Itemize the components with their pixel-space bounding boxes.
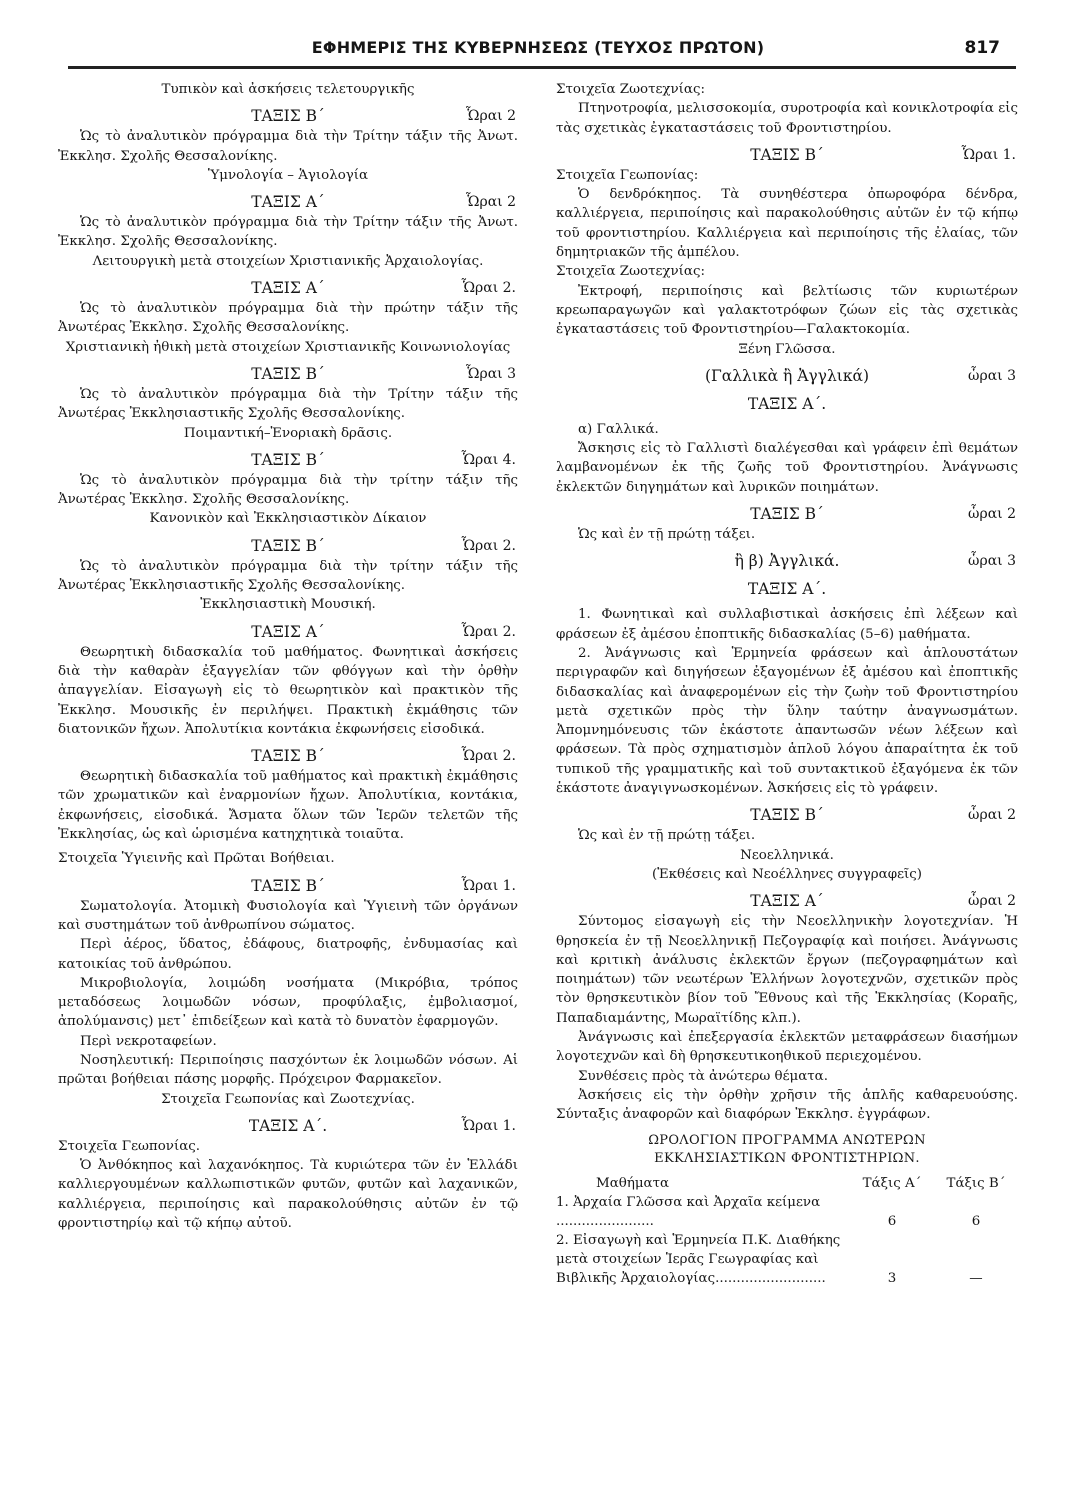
subject-heading: (Ἐκθέσεις καὶ Νεοέλληνες συγγραφεῖς) bbox=[652, 866, 922, 882]
subject-heading: Λειτουργικὴ μετὰ στοιχείων Χριστιανικῆς Ἀρχαιολογίας. bbox=[92, 253, 484, 269]
schedule-table bbox=[556, 1174, 1018, 1288]
page-header bbox=[60, 28, 1016, 68]
subject-heading: Ξένη Γλῶσσα. bbox=[738, 341, 836, 357]
subject-heading: Χριστιανικὴ ἠθικὴ μετὰ στοιχείων Χριστιανικῆς Κοινωνιολογίας bbox=[65, 339, 511, 355]
hours-label: ὧραι 2 bbox=[968, 807, 1016, 824]
hours-label: ὧραι 3 bbox=[968, 553, 1016, 570]
table-cell: 3 bbox=[887, 1271, 897, 1287]
table-cell: 6 bbox=[971, 1214, 981, 1230]
hours-label: Ὧραι 2. bbox=[461, 537, 516, 554]
hours-label: Ὧραι 1. bbox=[961, 146, 1016, 163]
hours-label: Ὧραι 2 bbox=[465, 108, 516, 125]
paragraph: Ὡς τὸ ἀναλυτικὸν πρόγραμμα διὰ τὴν τρίτην τάξιν τῆς Ἀνωτέρας Ἐκκλησ. Σχολῆς Θεσσαλονίκης. bbox=[58, 472, 518, 508]
right-column bbox=[556, 80, 1018, 1288]
subject-heading: Τυπικὸν καὶ ἀσκήσεις τελετουργικῆς bbox=[161, 82, 415, 97]
table-cell: 2. Εἰσαγωγὴ καὶ Ἑρμηνεία Π.Κ. Διαθήκης μετὰ στοιχείων Ἱερᾶς Γεωγραφίας καὶ Βιβλικῆς Ἀρχαιολογίας.......................... bbox=[556, 1233, 841, 1287]
paragraph: Σωματολογία. Ἀτομικὴ Φυσιολογία καὶ Ὑγιεινὴ τῶν ὀργάνων καὶ συστημάτων τοῦ ἀνθρωπίνου σώματος. bbox=[58, 898, 518, 933]
paragraph: Ἄσκησις εἰς τὸ Γαλλιστὶ διαλέγεσθαι καὶ γράφειν ἐπὶ θεμάτων λαμβανομένων ἐκ τῆς ζωῆς τοῦ Φροντιστηρίου. Ἀνάγνωσις ἐκλεκτῶν διηγημάτων καὶ λυρικῶν ποιημάτων. bbox=[556, 441, 1018, 495]
subject-heading: Στοιχεῖα Ζωοτεχνίας: bbox=[556, 82, 705, 97]
gazette-title: ΕΦΗΜΕΡΙΣ ΤΗΣ ΚΥΒΕΡΝΗΣΕΩΣ (ΤΕΥΧΟΣ ΠΡΩΤΟΝ) bbox=[311, 38, 765, 57]
class-heading: ΤΑΞΙΣ Β΄ Ὧραι 2. bbox=[251, 747, 516, 766]
subject-heading: Ποιμαντική–Ἐνοριακὴ δρᾶσις. bbox=[183, 425, 393, 441]
class-heading: ΤΑΞΙΣ Β΄ ὧραι 2 bbox=[750, 806, 1016, 825]
paragraph: Θεωρητικὴ διδασκαλία τοῦ μαθήματος. Φωνητικαὶ ἀσκήσεις διὰ τὴν καθαρὰν ἐξαγγελίαν τῶν φθόγγων καὶ τὴν ὀρθὴν ἀπαγγελίαν. Εἰσαγωγὴ εἰς τὸ θεωρητικὸν καὶ πρακτικὸν τῆς Ἐκκλησ. Μουσικῆς ἐν περιλήψει. Πρακτικὴ ἐκμάθησις τῶν διατονικῶν ἤχων. Ἀπολυτίκια κοντάκια ἐκφωνήσεις εἰσοδικά. bbox=[58, 644, 518, 737]
table-cell: — bbox=[969, 1271, 983, 1287]
subject-heading: α) Γαλλικά. bbox=[578, 421, 659, 437]
paragraph: Σύντομος εἰσαγωγὴ εἰς τὴν Νεοελληνικὴν λογοτεχνίαν. Ἡ θρησκεία ἐν τῇ Νεοελληνικῇ Πεζογραφίᾳ καὶ ποιήσει. Ἀνάγνωσις καὶ κριτικὴ ἀνάλυσις ἐκλεκτῶν ἔργων (πεζογραφημάτων καὶ ποιημάτων) τῶν νεωτέρων Ἑλλήνων λογοτεχνῶν, σχετικῶν πρὸς τὸν θρησκευτικὸν βίον τοῦ Ἔθνους καὶ τῆς Ἐκκλησίας (Κοραῆς, Παπαδιαμάντης, Μωραϊτίδης κλπ.). bbox=[556, 914, 1018, 1026]
paragraph: Ὡς καὶ ἐν τῇ πρώτῃ τάξει. bbox=[578, 828, 756, 844]
paragraph: Ὡς τὸ ἀναλυτικὸν πρόγραμμα διὰ τὴν τρίτην τάξιν τῆς Ἀνωτέρας Ἐκκλησιαστικῆς Σχολῆς Θεσσαλονίκης. bbox=[58, 558, 518, 594]
table-header-row bbox=[556, 1174, 1018, 1193]
class-heading: ΤΑΞΙΣ Β΄ Ὧραι 2 bbox=[251, 107, 516, 126]
paragraph: Ὡς τὸ ἀναλυτικὸν πρόγραμμα διὰ τὴν Τρίτην τάξιν τῆς Ἀνωτέρας Ἐκκλησιαστικῆς Σχολῆς Θεσσαλονίκης. bbox=[58, 386, 518, 422]
class-heading: ἢ β) Ἀγγλικά. ὧραι 3 bbox=[734, 552, 1016, 571]
paragraph: Ἀνάγνωσις καὶ ἐπεξεργασία ἐκλεκτῶν μεταφράσεων διασήμων λογοτεχνῶν καὶ δὴ θρησκευτικοηθικοῦ περιεχομένου. bbox=[556, 1029, 1018, 1065]
column-header: Τάξις Β΄ bbox=[946, 1176, 1006, 1192]
subject-heading: Στοιχεῖα Γεωπονίας καὶ Ζωοτεχνίας. bbox=[161, 1091, 415, 1107]
class-heading: ΤΑΞΙΣ Β΄ ὧραι 2 bbox=[750, 505, 1016, 524]
column-header: Μαθήματα bbox=[596, 1176, 670, 1192]
paragraph: 2. Ἀνάγνωσις καὶ Ἑρμηνεία φράσεων καὶ ἁπλουστάτων περιγραφῶν καὶ διηγήσεων ἐξαγομένων ἐξ ἀμέσου καὶ ἐποπτικῆς διδασκαλίας καὶ ἀναφερομένων εἰς τὴν ζωὴν τοῦ Φροντιστηρίου μετὰ σχετικῶν πρὸς τὴν ὕλην ταύτην ἀναγνωσμάτων. Ἀπομνημόνευσις τῶν ἑκάστοτε ἀπαντωσῶν νέων λέξεων καὶ φράσεων. Τὰ πρὸς σχηματισμὸν ἁπλοῦ λόγου ἀπαραίτητα ἐκ τοῦ τυπικοῦ τῆς γραμματικῆς καὶ τοῦ συντακτικοῦ ἐξαγόμενα ἐκ τῶν ἑκάστοτε ἀναγιγνωσκομένων. Ἀσκήσεις εἰς τὸ γράφειν. bbox=[556, 645, 1018, 797]
subject-heading: Στοιχεῖα Ὑγιεινῆς καὶ Πρῶται Βοήθειαι. bbox=[58, 851, 335, 867]
class-heading: ΤΑΞΙΣ Α΄. bbox=[747, 394, 827, 413]
hours-label: ὧραι 2 bbox=[968, 893, 1016, 910]
paragraph: Πτηνοτροφία, μελισσοκομία, συροτροφία καὶ κονικλοτροφία εἰς τὰς σχετικὰς ἐγκαταστάσεις τοῦ Φροντιστηρίου. bbox=[556, 101, 1018, 136]
paragraph: Ὡς καὶ ἐν τῇ πρώτῃ τάξει. bbox=[578, 527, 756, 543]
paragraph: Θεωρητικὴ διδασκαλία τοῦ μαθήματος καὶ πρακτικὴ ἐκμάθησις τῶν χρωματικῶν καὶ ἐναρμονίων ἤχων. Ἀπολυτίκια, κοντάκια, ἐκφωνήσεις, εἰσοδικά. Ἄσματα ὅλων τῶν Ἱερῶν τελετῶν τῆς Ἐκκλησίας, ὡς καὶ ὡρισμένα κατηχητικὰ τοιαῦτα. bbox=[58, 769, 518, 843]
schedule-title: ΩΡΟΛΟΓΙΟΝ ΠΡΟΓΡΑΜΜΑ ΑΝΩΤΕΡΩΝ ΕΚΚΛΗΣΙΑΣΤΙΚΩΝ ΦΡΟΝΤΙΣΤΗΡΙΩΝ. bbox=[648, 1133, 926, 1167]
subject-heading: Στοιχεῖα Γεωπονίας: bbox=[556, 167, 699, 183]
class-heading: ΤΑΞΙΣ Β΄ Ὧραι 1. bbox=[750, 145, 1016, 164]
table-row bbox=[556, 1231, 1018, 1288]
paragraph: Ὁ δενδρόκηπος. Τὰ συνηθέστερα ὀπωροφόρα δένδρα, καλλιέργεια, περιποίησις καὶ παρακολούθησις αὐτῶν ἐν τῷ κήπῳ τοῦ φροντιστηρίου. Καλλιέργεια καὶ περιποίησις τῆς ἐλαίας, τῶν δημητριακῶν τῆς ἀμπέλου. bbox=[556, 187, 1018, 261]
class-heading: ΤΑΞΙΣ Α΄ Ὧραι 2 bbox=[251, 193, 516, 212]
paragraph: Περὶ ἀέρος, ὕδατος, ἐδάφους, διατροφῆς, ἐνδυμασίας καὶ κατοικίας τοῦ ἀνθρώπου. bbox=[58, 937, 518, 972]
table-cell: 6 bbox=[887, 1214, 897, 1230]
paragraph: Ὡς τὸ ἀναλυτικὸν πρόγραμμα διὰ τὴν Τρίτην τάξιν τῆς Ἀνωτ. Ἐκκλησ. Σχολῆς Θεσσαλονίκης. bbox=[58, 215, 518, 250]
paragraph: Ὁ Ἀνθόκηπος καὶ λαχανόκηπος. Τὰ κυριώτερα τῶν ἐν Ἑλλάδι καλλιεργουμένων καλλωπιστικῶν φυτῶν, φυτῶν καὶ λαχανικῶν, καλλιέργεια, περιποίησις καὶ παρακολούθησις αὐτῶν ἐν τῷ φροντιστηρίῳ καὶ τῷ κήπῳ αὐτοῦ. bbox=[58, 1158, 518, 1232]
paragraph: Περὶ νεκροταφείων. bbox=[80, 1033, 217, 1049]
paragraph: Ὡς τὸ ἀναλυτικὸν πρόγραμμα διὰ τὴν Τρίτην τάξιν τῆς Ἀνωτ. Ἐκκλησ. Σχολῆς Θεσσαλονίκης. bbox=[58, 129, 518, 164]
paragraph: Ἀσκήσεις εἰς τὴν ὀρθὴν χρῆσιν τῆς ἁπλῆς καθαρευούσης. Σύνταξις ἀναφορῶν καὶ διαφόρων Ἐκκλησ. ἐγγράφων. bbox=[556, 1087, 1018, 1123]
subject-heading: Ἐκκλησιαστικὴ Μουσική. bbox=[200, 597, 376, 613]
table-cell: 1. Ἀρχαία Γλῶσσα καὶ Ἀρχαῖα κείμενα ....................... bbox=[556, 1195, 821, 1230]
class-heading: ΤΑΞΙΣ Α΄ Ὧραι 2. bbox=[251, 279, 516, 298]
class-heading: ΤΑΞΙΣ Α΄. bbox=[747, 580, 827, 599]
subject-heading: Νεοελληνικά. bbox=[740, 847, 834, 863]
paragraph: Ἐκτροφή, περιποίησις καὶ βελτίωσις τῶν κυριωτέρων κρεωπαραγωγῶν καὶ γαλακτοτρόφων ζώων εἰς τὰς σχετικὰς ἐγκαταστάσεις τοῦ Φροντιστηρίου—Γαλακτοκομία. bbox=[556, 283, 1018, 338]
paragraph: 1. Φωνητικαὶ καὶ συλλαβιστικαὶ ἀσκήσεις ἐπὶ λέξεων καὶ φράσεων ἐξ ἀμέσου ἐποπτικῆς διδασκαλίας (5–6) μαθήματα. bbox=[556, 607, 1018, 642]
hours-label: Ὧραι 2 bbox=[465, 194, 516, 211]
hours-label: ὧραι 3 bbox=[968, 367, 1016, 384]
subject-heading: Στοιχεῖα Γεωπονίας. bbox=[58, 1138, 200, 1154]
paragraph: Ὡς τὸ ἀναλυτικὸν πρόγραμμα διὰ τὴν πρώτην τάξιν τῆς Ἀνωτέρας Ἐκκλησ. Σχολῆς Θεσσαλονίκης. bbox=[58, 301, 518, 336]
hours-label: Ὧραι 3 bbox=[465, 365, 516, 382]
left-column bbox=[58, 80, 518, 1233]
hours-label: Ὧραι 1. bbox=[461, 877, 516, 894]
column-header: Τάξις Α΄ bbox=[862, 1176, 922, 1192]
class-heading: ΤΑΞΙΣ Β΄ Ὧραι 3 bbox=[251, 364, 516, 383]
subject-heading: Στοιχεῖα Ζωοτεχνίας: bbox=[556, 264, 705, 280]
paragraph: Νοσηλευτική: Περιποίησις πασχόντων ἐκ λοιμωδῶν νόσων. Αἱ πρῶται βοήθειαι πάσης μορφῆς. Πρόχειρον Φαρμακεῖον. bbox=[58, 1052, 518, 1088]
hours-label: Ὧραι 2. bbox=[461, 748, 516, 765]
hours-label: Ὧραι 4. bbox=[461, 451, 516, 468]
hours-label: Ὧραι 2. bbox=[461, 623, 516, 640]
class-heading: ΤΑΞΙΣ Α΄. Ὧραι 1. bbox=[248, 1116, 516, 1135]
class-heading: ΤΑΞΙΣ Β΄ Ὧραι 2. bbox=[251, 536, 516, 555]
class-heading: ΤΑΞΙΣ Α΄ Ὧραι 2. bbox=[251, 622, 516, 641]
page-number: 817 bbox=[964, 38, 1000, 58]
class-heading: (Γαλλικὰ ἢ Ἀγγλικά) ὧραι 3 bbox=[704, 366, 1016, 385]
table-row bbox=[556, 1193, 1018, 1231]
hours-label: Ὧραι 2. bbox=[461, 280, 516, 297]
class-heading: ΤΑΞΙΣ Α΄ ὧραι 2 bbox=[750, 892, 1016, 911]
hours-label: ὧραι 2 bbox=[968, 506, 1016, 523]
subject-heading: Ὑμνολογία – Ἁγιολογία bbox=[207, 167, 369, 183]
class-heading: ΤΑΞΙΣ Β΄ Ὧραι 4. bbox=[251, 450, 516, 469]
class-heading: ΤΑΞΙΣ Β΄ Ὧραι 1. bbox=[251, 876, 516, 895]
paragraph: Συνθέσεις πρὸς τὰ ἀνώτερω θέματα. bbox=[578, 1068, 828, 1084]
paragraph: Μικροβιολογία, λοιμώδη νοσήματα (Μικρόβια, τρόπος μεταδόσεως λοιμωδῶν νόσων, προφύλαξις, ἐμβολιασμοί, ἀπολύμανσις) μετ᾿ ἐπιδείξεων καὶ κατὰ τὸ δυνατὸν ἐφαρμογῶν. bbox=[58, 975, 518, 1030]
subject-heading: Κανονικὸν καὶ Ἐκκλησιαστικὸν Δίκαιον bbox=[149, 511, 427, 527]
header-rule bbox=[68, 66, 1016, 69]
hours-label: Ὧραι 1. bbox=[461, 1117, 516, 1134]
